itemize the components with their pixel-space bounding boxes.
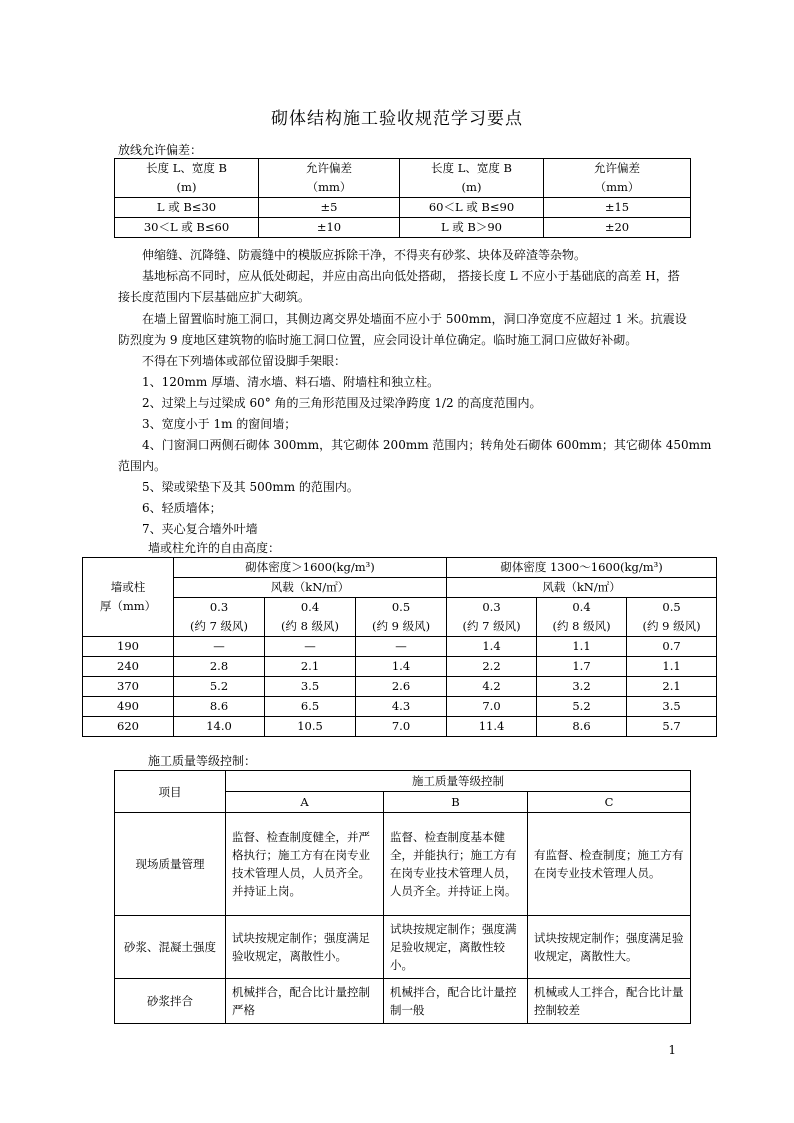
table-row (83, 657, 717, 677)
table-row (83, 717, 717, 737)
grade-header-a: A (226, 792, 384, 813)
density-group-1: 砌体密度＞1600(kg/m³) (174, 558, 447, 578)
table-cell: 1.1 (537, 637, 627, 657)
list-item: 2、过梁上与过梁成 60° 角的三角形范围及过梁净跨度 1/2 的高度范围内。 (142, 396, 542, 410)
load-value: 0.3 (209, 600, 229, 614)
grade-header-c: C (528, 792, 691, 813)
paragraph: 在墙上留置临时施工洞口，其侧边离交界处墙面不应小于 500mm，洞口净宽度不应超过 1 米。抗震设 (142, 312, 687, 326)
load-cell (447, 598, 537, 637)
section-label-tolerance: 放线允许偏差： (118, 143, 203, 157)
density-group-2: 砌体密度 1300～1600(kg/m³) (447, 558, 717, 578)
table-row (115, 771, 691, 792)
table-row (83, 578, 717, 598)
table-cell: ±5 (259, 198, 400, 218)
paragraph: 伸缩缝、沉降缝、防震缝中的模版应拆除干净，不得夹有砂浆、块体及碎渣等杂物。 (142, 248, 587, 262)
row-label: 砂浆拌合 (115, 979, 226, 1024)
table-cell: — (174, 637, 265, 657)
table-row (83, 677, 717, 697)
table-cell: 4.3 (356, 697, 447, 717)
item-header: 项目 (115, 771, 226, 813)
table-cell: 2.1 (627, 677, 717, 697)
load-cell (537, 598, 627, 637)
load-cell (265, 598, 356, 637)
load-cell (174, 598, 265, 637)
table-header-cell (400, 159, 544, 198)
table-cell: 6.5 (265, 697, 356, 717)
wind-level: (约 9 级风) (371, 619, 431, 633)
table-cell: 5.7 (627, 717, 717, 737)
table-cell: 监督、检查制度健全，并严格执行；施工方有在岗专业技术管理人员，人员齐全。并持证上岗。 (226, 813, 384, 916)
page-number: 1 (668, 1043, 676, 1057)
table-cell: 1.4 (356, 657, 447, 677)
table-cell: 2.6 (356, 677, 447, 697)
table-cell: 2.8 (174, 657, 265, 677)
table-row (115, 916, 691, 979)
table-row (115, 218, 691, 238)
row-header-line: 墙或柱 (110, 580, 146, 594)
table-cell: 7.0 (356, 717, 447, 737)
grade-group-header: 施工质量等级控制 (226, 771, 691, 792)
tolerance-table (114, 158, 691, 238)
table-row (83, 637, 717, 657)
table-cell: 机械或人工拌合，配合比计量控制较差 (528, 979, 691, 1024)
load-value: 0.3 (482, 600, 501, 614)
table-cell: 620 (83, 717, 174, 737)
table-cell: 3.2 (537, 677, 627, 697)
table-cell: 0.7 (627, 637, 717, 657)
paragraph: 接长度范围内下层基础应扩大砌筑。 (118, 290, 311, 304)
load-value: 0.5 (391, 600, 411, 614)
table-row (83, 598, 717, 637)
table-row (83, 558, 717, 578)
wind-load-header: 风载（kN/㎡） (174, 578, 447, 598)
table-cell: 190 (83, 637, 174, 657)
list-item: 7、夹心复合墙外叶墙 (142, 522, 258, 536)
table-cell: 10.5 (265, 717, 356, 737)
list-item: 5、梁或梁垫下及其 500mm 的范围内。 (142, 480, 359, 494)
table-row (115, 979, 691, 1024)
table-header-cell (259, 159, 400, 198)
table-cell: 5.2 (174, 677, 265, 697)
table-cell: L 或 B＞90 (400, 218, 544, 238)
table-cell: 240 (83, 657, 174, 677)
grade-header-b: B (384, 792, 528, 813)
header-text: 允许偏差 (594, 161, 640, 175)
free-height-table (82, 557, 717, 737)
header-text: 长度 L、宽度 B (431, 161, 512, 175)
row-header-line: 厚（mm） (99, 599, 157, 613)
table-header-cell (115, 159, 259, 198)
load-value: 0.4 (572, 600, 591, 614)
list-item: 6、轻质墙体； (142, 501, 222, 515)
table-cell: 370 (83, 677, 174, 697)
wind-level: (约 7 级风) (462, 619, 521, 633)
header-unit: （mm） (594, 180, 640, 194)
table-cell: 1.7 (537, 657, 627, 677)
table-cell: 试块按规定制作；强度满足验收规定，离散性小。 (226, 916, 384, 979)
table-row (115, 198, 691, 218)
paragraph: 基地标高不同时，应从低处砌起，并应由高出向低处搭砌， 搭接长度 L 不应小于基础底的高差 H，搭 (142, 269, 680, 283)
table-cell: 5.2 (537, 697, 627, 717)
header-text: 允许偏差 (306, 161, 352, 175)
wind-level: (约 8 级风) (552, 619, 611, 633)
load-value: 0.4 (300, 600, 320, 614)
wind-level: (约 7 级风) (189, 619, 249, 633)
quality-control-table (114, 770, 691, 1024)
list-item: 3、宽度小于 1m 的窗间墙； (142, 417, 297, 431)
table-cell: — (265, 637, 356, 657)
table-cell: ±10 (259, 218, 400, 238)
table-cell: 试块按规定制作；强度满足验收规定，离散性大。 (528, 916, 691, 979)
list-item: 1、120mm 厚墙、清水墙、料石墙、附墙柱和独立柱。 (142, 375, 440, 389)
table-cell: 60＜L 或 B≤90 (400, 198, 544, 218)
table-cell: ±20 (544, 218, 691, 238)
row-label: 现场质量管理 (115, 813, 226, 916)
load-cell (627, 598, 717, 637)
table-cell: 监督、检查制度基本健全，并能执行；施工方有在岗专业技术管理人员，人员齐全。并持证上岗。 (384, 813, 528, 916)
table-cell: 1.4 (447, 637, 537, 657)
table-row (115, 813, 691, 916)
load-cell (356, 598, 447, 637)
load-value: 0.5 (662, 600, 681, 614)
table-header-cell (544, 159, 691, 198)
table-cell: 3.5 (627, 697, 717, 717)
table-row (115, 159, 691, 198)
header-text: 长度 L、宽度 B (146, 161, 227, 175)
table-cell: 14.0 (174, 717, 265, 737)
table-cell: 8.6 (174, 697, 265, 717)
table-cell: 7.0 (447, 697, 537, 717)
table-cell: 4.2 (447, 677, 537, 697)
wind-load-header: 风载（kN/㎡） (447, 578, 717, 598)
table-cell: 3.5 (265, 677, 356, 697)
page-title: 砌体结构施工验收规范学习要点 (271, 109, 523, 129)
section-label-quality: 施工质量等级控制： (148, 754, 257, 768)
table-cell: 有监督、检查制度；施工方有在岗专业技术管理人员。 (528, 813, 691, 916)
table-cell: L 或 B≤30 (115, 198, 259, 218)
table-cell: 1.1 (627, 657, 717, 677)
wind-level: (约 8 级风) (280, 619, 340, 633)
list-item: 4、门窗洞口两侧石砌体 300mm，其它砌体 200mm 范围内；转角处石砌体 600mm；其它砌体 450mm (142, 438, 712, 452)
header-unit: (m) (461, 180, 482, 194)
section-label-free-height: 墙或柱允许的自由高度： (148, 541, 281, 555)
table-row (83, 697, 717, 717)
wind-level: (约 9 级风) (642, 619, 701, 633)
table-cell: 11.4 (447, 717, 537, 737)
paragraph: 防烈度为 9 度地区建筑物的临时施工洞口位置，应会同设计单位确定。临时施工洞口应做好补砌。 (118, 333, 638, 347)
paragraph: 不得在下列墙体或部位留设脚手架眼： (142, 354, 347, 368)
table-cell: 机械拌合，配合比计量控制一般 (384, 979, 528, 1024)
header-unit: (m) (176, 180, 197, 194)
row-label: 砂浆、混凝土强度 (115, 916, 226, 979)
table-cell: 试块按规定制作；强度满足验收规定，离散性较小。 (384, 916, 528, 979)
table-cell: 490 (83, 697, 174, 717)
table-cell: 2.1 (265, 657, 356, 677)
table-cell: ±15 (544, 198, 691, 218)
table-cell: 30＜L 或 B≤60 (115, 218, 259, 238)
table-cell: 机械拌合，配合比计量控制严格 (226, 979, 384, 1024)
table-cell: 2.2 (447, 657, 537, 677)
row-header-cell (83, 558, 174, 637)
table-cell: — (356, 637, 447, 657)
list-item: 范围内。 (118, 459, 167, 473)
header-unit: （mm） (306, 180, 352, 194)
table-cell: 8.6 (537, 717, 627, 737)
